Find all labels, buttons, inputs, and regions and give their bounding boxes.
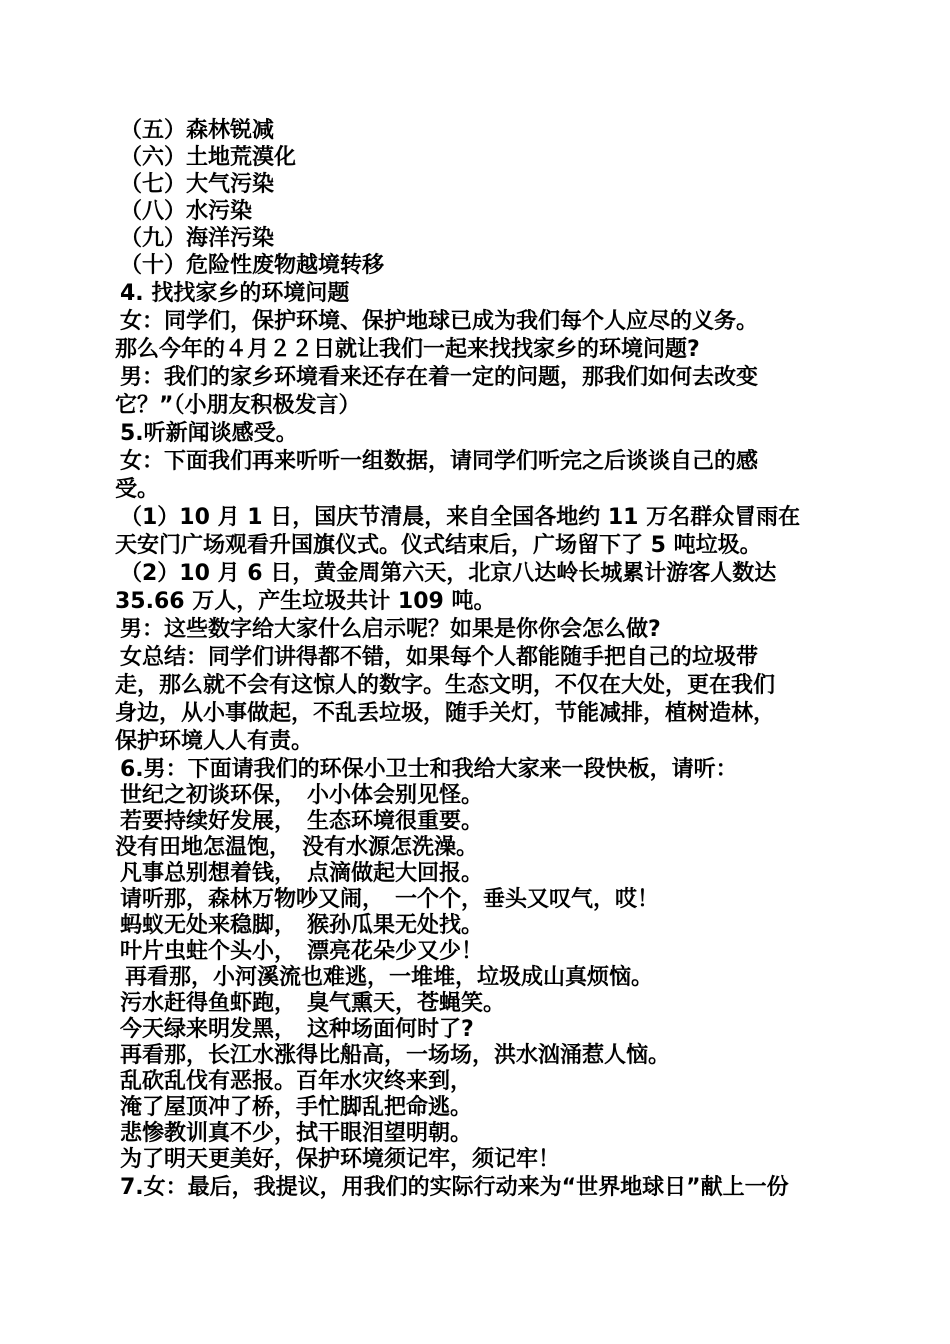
paragraph-line: 女总结：同学们讲得都不错，如果每个人都能随手把自己的垃圾带 (120, 645, 759, 670)
paragraph-line: 受。 (115, 477, 160, 502)
paragraph-line: 那么今年的４月２２日就让我们一起来找找家乡的环境问题? (115, 337, 700, 362)
paragraph-line: 女：下面我们再来听听一组数据，请同学们听完之后谈谈自己的感 (120, 449, 759, 474)
list-item-hazardous-waste: （十）危险性废物越境转移 (120, 253, 385, 278)
verse-line: 再看那，长江水涨得比船高，一场场，洪水汹涌惹人恼。 (120, 1043, 671, 1068)
verse-line: 凡事总别想着钱， 点滴做起大回报。 (120, 861, 484, 886)
list-item-ocean-pollution: （九）海洋污染 (120, 226, 275, 251)
paragraph-line: 天安门广场观看升国旗仪式。仪式结束后，广场留下了 5 吨垃圾。 (115, 533, 762, 558)
verse-line: 污水赶得鱼虾跑， 臭气熏天，苍蝇笑。 (120, 991, 506, 1016)
verse-line: 为了明天更美好，保护环境须记牢，须记牢！ (120, 1147, 561, 1172)
verse-line: 淹了屋顶冲了桥，手忙脚乱把命逃。 (120, 1095, 473, 1120)
verse-line: 请听那，森林万物吵又闹， 一个个，垂头又叹气，哎！ (120, 887, 660, 912)
section-heading-6: 6.男：下面请我们的环保小卫士和我给大家来一段快板，请听： (120, 757, 738, 782)
paragraph-line: （2）10 月 6 日，黄金周第六天，北京八达岭长城累计游客人数达 (120, 561, 777, 586)
list-item-forest-loss: （五）森林锐减 (120, 118, 275, 143)
list-item-water-pollution: （八）水污染 (120, 199, 253, 224)
paragraph-line: 走，那么就不会有这惊人的数字。生态文明，不仅在大处，更在我们 (115, 673, 776, 698)
list-item-air-pollution: （七）大气污染 (120, 172, 275, 197)
verse-line: 叶片虫蛀个头小， 漂亮花朵少又少！ (120, 939, 484, 964)
paragraph-line: （1）10 月 1 日，国庆节清晨，来自全国各地约 11 万名群众冒雨在 (120, 505, 801, 530)
verse-line: 若要持续好发展， 生态环境很重要。 (120, 809, 484, 834)
verse-line: 乱砍乱伐有恶报。百年水灾终来到， (120, 1069, 473, 1094)
verse-line: 再看那，小河溪流也难逃，一堆堆，垃圾成山真烦恼。 (125, 965, 654, 990)
paragraph-line: 35.66 万人，产生垃圾共计 109 吨。 (115, 589, 496, 614)
verse-line: 悲惨教训真不少，拭干眼泪望明朝。 (120, 1121, 473, 1146)
paragraph-line: 男：我们的家乡环境看来还存在着一定的问题，那我们如何去改变 (120, 365, 759, 390)
section-heading-4: 4. 找找家乡的环境问题 (120, 281, 350, 306)
paragraph-line: 身边，从小事做起，不乱丢垃圾，随手关灯，节能减排，植树造林， (115, 701, 776, 726)
paragraph-line: 男：这些数字给大家什么启示呢？如果是你你会怎么做? (120, 617, 661, 642)
verse-line: 今天绿来明发黑， 这种场面何时了? (120, 1017, 474, 1042)
section-heading-7: 7.女：最后，我提议，用我们的实际行动来为“世界地球日”献上一份 (120, 1175, 789, 1200)
list-item-desertification: （六）土地荒漠化 (120, 145, 297, 170)
verse-line: 没有田地怎温饱， 没有水源怎洗澡。 (115, 835, 479, 860)
section-heading-5: 5.听新闻谈感受。 (120, 421, 298, 446)
paragraph-line: 它？”（小朋友积极发言） (115, 393, 361, 418)
verse-line: 世纪之初谈环保， 小小体会别见怪。 (120, 783, 484, 808)
paragraph-line: 保护环境人人有责。 (115, 729, 314, 754)
paragraph-line: 女：同学们，保护环境、保护地球已成为我们每个人应尽的义务。 (120, 309, 759, 334)
verse-line: 蚂蚁无处来稳脚， 猴孙瓜果无处找。 (120, 913, 484, 938)
